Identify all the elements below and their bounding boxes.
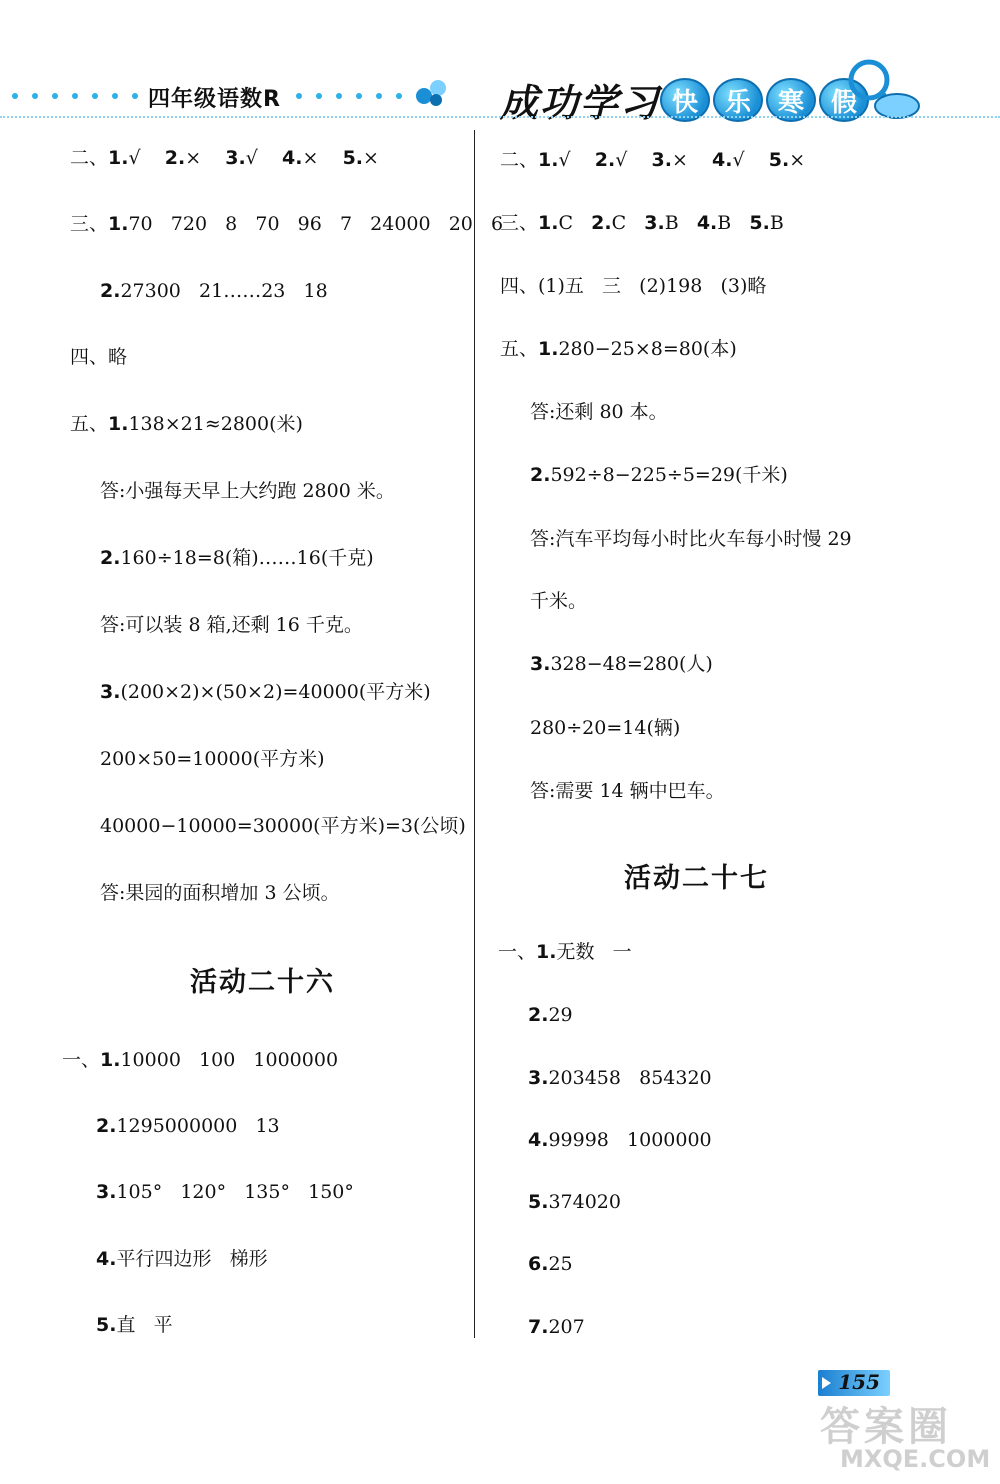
left-line-2: 三、1.70 720 8 70 96 7 24000 20 6 bbox=[70, 213, 504, 235]
left-line-4: 四、略 bbox=[70, 346, 128, 368]
right-line-5: 答:还剩 80 本。 bbox=[530, 401, 668, 423]
left-line-11: 40000−10000=30000(平方米)=3(公顷) bbox=[100, 815, 466, 837]
header-dots-left bbox=[12, 93, 138, 99]
left-line-7: 2.160÷18=8(箱)……16(千克) bbox=[100, 547, 374, 569]
page-number: 155 bbox=[838, 1370, 880, 1394]
badge-2: 乐 bbox=[713, 78, 763, 122]
right-line-3: 四、(1)五 三 (2)198 (3)略 bbox=[500, 275, 767, 297]
left-line-14: 2.1295000000 13 bbox=[96, 1115, 280, 1137]
page-number-tab bbox=[818, 1370, 890, 1396]
left-line-6: 答:小强每天早上大约跑 2800 米。 bbox=[100, 480, 395, 502]
left-line-3: 2.27300 21……23 18 bbox=[100, 280, 328, 302]
right-line-14: 3.203458 854320 bbox=[528, 1067, 712, 1089]
right-line-11: 答:需要 14 辆中巴车。 bbox=[530, 780, 725, 802]
badge-1: 快 bbox=[660, 78, 710, 122]
header-dots-right bbox=[296, 93, 402, 99]
right-line-2: 三、1.C 2.C 3.B 4.B 5.B bbox=[500, 212, 784, 234]
left-line-10: 200×50=10000(平方米) bbox=[100, 748, 325, 770]
left-line-1: 二、1.√ 2.× 3.√ 4.× 5.× bbox=[70, 147, 379, 169]
right-line-1: 二、1.√ 2.√ 3.× 4.√ 5.× bbox=[500, 149, 806, 171]
left-line-8: 答:可以装 8 箱,还剩 16 千克。 bbox=[100, 614, 363, 636]
balloons-icon bbox=[414, 78, 454, 108]
watermark-top: 答案圈 bbox=[820, 1404, 952, 1450]
left-line-17: 5.直 平 bbox=[96, 1314, 173, 1336]
right-line-17: 6.25 bbox=[528, 1253, 573, 1275]
left-line-9: 3.(200×2)×(50×2)=40000(平方米) bbox=[100, 681, 431, 703]
grade-label: 四年级语数R bbox=[148, 87, 281, 112]
left-line-16: 4.平行四边形 梯形 bbox=[96, 1248, 268, 1270]
right-line-16: 5.374020 bbox=[528, 1191, 621, 1213]
section-title-26: 活动二十六 bbox=[190, 967, 335, 998]
right-line-13: 2.29 bbox=[528, 1004, 573, 1026]
play-arrow-icon bbox=[822, 1377, 831, 1389]
left-line-12: 答:果园的面积增加 3 公顷。 bbox=[100, 882, 340, 904]
right-line-7: 答:汽车平均每小时比火车每小时慢 29 bbox=[530, 528, 852, 550]
header-rule bbox=[0, 116, 1000, 118]
badge-4: 假 bbox=[819, 78, 869, 122]
section-title-27: 活动二十七 bbox=[624, 863, 769, 894]
right-line-18: 7.207 bbox=[528, 1316, 585, 1338]
page-header bbox=[0, 0, 1000, 130]
right-line-8: 千米。 bbox=[530, 590, 588, 612]
column-divider bbox=[474, 130, 475, 1338]
right-line-12: 一、1.无数 一 bbox=[498, 941, 632, 963]
right-line-4: 五、1.280−25×8=80(本) bbox=[500, 338, 737, 360]
left-line-5: 五、1.138×21≈2800(米) bbox=[70, 413, 303, 435]
right-line-10: 280÷20=14(辆) bbox=[530, 717, 681, 739]
brand-title: 成功学习 bbox=[500, 81, 661, 125]
left-line-15: 3.105° 120° 135° 150° bbox=[96, 1181, 354, 1203]
right-line-15: 4.99998 1000000 bbox=[528, 1129, 712, 1151]
right-line-6: 2.592÷8−225÷5=29(千米) bbox=[530, 464, 788, 486]
right-line-9: 3.328−48=280(人) bbox=[530, 653, 713, 675]
watermark bbox=[800, 1395, 990, 1480]
left-line-13: 一、1.10000 100 1000000 bbox=[62, 1049, 339, 1071]
watermark-bottom: MXQE.COM bbox=[840, 1445, 991, 1473]
badge-3: 寒 bbox=[766, 78, 816, 122]
